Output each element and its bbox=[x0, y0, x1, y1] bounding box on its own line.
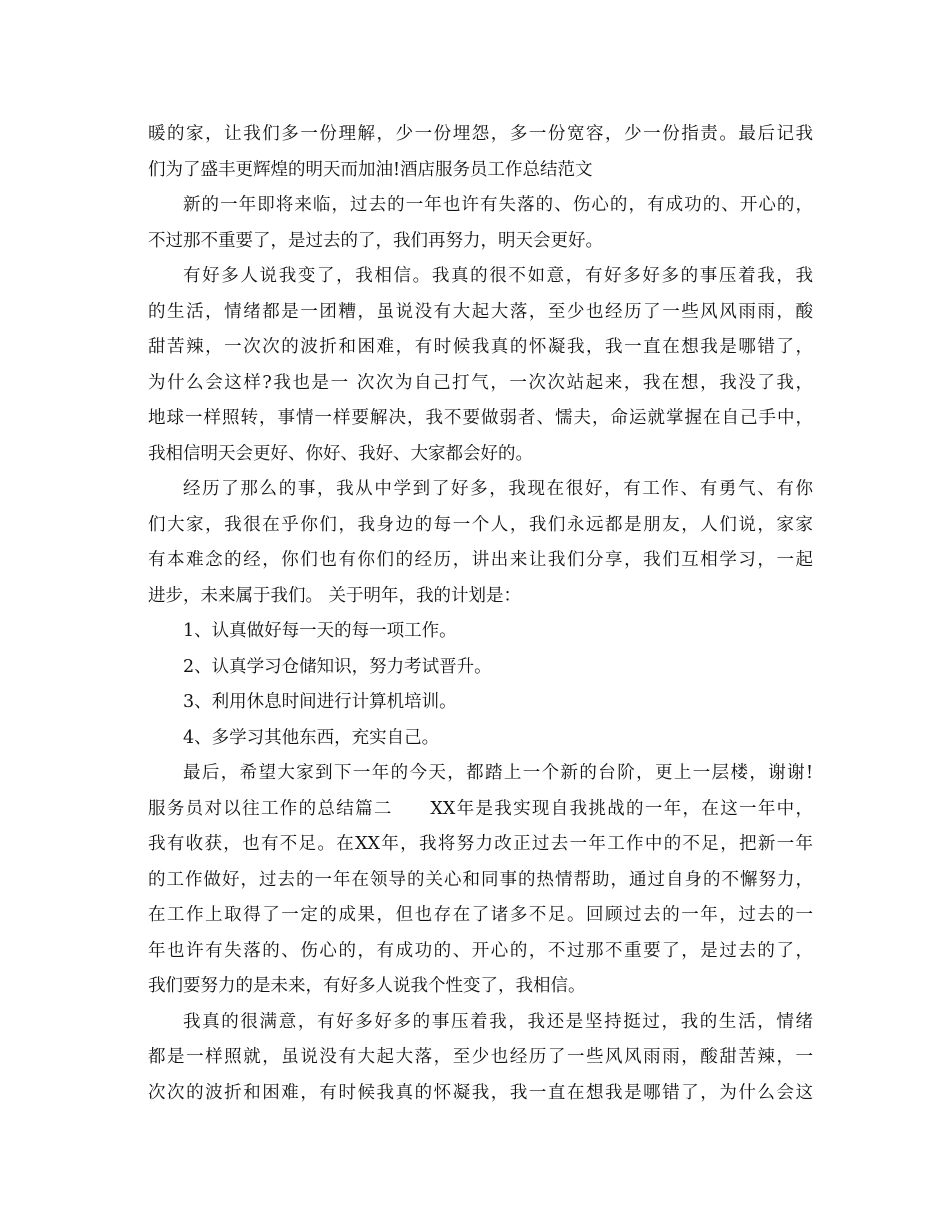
text-line: 新的一年即将来临，过去的一年也许有失落的、伤心的，有成功的、开心的， bbox=[183, 195, 813, 215]
text-line: 甜苦辣，一次次的波折和困难，有时候我真的怀凝我，我一直在想我是哪错了， bbox=[148, 337, 813, 357]
text-line: 我相信明天会更好、你好、我好、大家都会好的。 bbox=[148, 443, 533, 464]
text-line: 的生活，情绪都是一团糟，虽说没有大起大落，至少也经历了一些风风雨雨，酸 bbox=[148, 301, 813, 322]
text-line: 次次的波折和困难，有时候我真的怀凝我，我一直在想我是哪错了，为什么会这 bbox=[148, 1082, 813, 1103]
text-line: 经历了那么的事，我从中学到了好多，我现在很好，有工作、有勇气、有你 bbox=[183, 479, 813, 499]
text-line: 年也许有失落的、伤心的，有成功的、开心的，不过那不重要了，是过去的了， bbox=[148, 940, 813, 961]
list-item: 2、认真学习仓储知识，努力考试晋升。 bbox=[183, 656, 492, 677]
document-body bbox=[148, 117, 813, 1111]
text-line: 有好多人说我变了，我相信。我真的很不如意，有好多好多的事压着我，我 bbox=[183, 266, 813, 286]
text-line: 进步，未来属于我们。 关于明年，我的计划是： bbox=[148, 585, 522, 606]
text-line: 的工作做好，过去的一年在领导的关心和同事的热情帮助，通过自身的不懈努力， bbox=[148, 869, 813, 890]
text-line: 为什么会这样?我也是一 次次为自己打气，一次次站起来，我在想，我没了我， bbox=[148, 372, 813, 393]
list-item: 3、利用休息时间进行计算机培训。 bbox=[183, 692, 457, 712]
text-line: 我有收获，也有不足。在XX年，我将努力改正过去一年工作中的不足，把新一年 bbox=[148, 834, 813, 854]
list-item: 1、认真做好每一天的每一项工作。 bbox=[183, 621, 457, 641]
text-line: 我真的很满意，有好多好多的事压着我，我还是坚持挺过，我的生活，情绪 bbox=[183, 1011, 813, 1032]
text-line: 们大家，我很在乎你们，我身边的每一个人，我们永远都是朋友，人们说，家家 bbox=[148, 514, 813, 535]
text-line: 服务员对以往工作的总结篇二 XX年是我实现自我挑战的一年，在这一年中， bbox=[148, 798, 813, 819]
text-line: 最后，希望大家到下一年的今天，都踏上一个新的台阶，更上一层楼，谢谢! bbox=[183, 763, 813, 783]
list-item: 4、多学习其他东西，充实自己。 bbox=[183, 727, 440, 748]
text-line: 都是一样照就，虽说没有大起大落，至少也经历了一些风风雨雨，酸甜苦辣，一 bbox=[148, 1047, 813, 1067]
text-line: 们为了盛丰更辉煌的明天而加油!酒店服务员工作总结范文 bbox=[148, 159, 593, 180]
text-line: 我们要努力的是未来，有好多人说我个性变了，我相信。 bbox=[148, 976, 586, 996]
text-line: 地球一样照转，事情一样要解决，我不要做弱者、懦夫，命运就掌握在自己手中， bbox=[148, 408, 813, 428]
text-line: 暖的家，让我们多一份理解，少一份埋怨，多一份宽容，少一份指责。最后记我 bbox=[148, 124, 813, 144]
text-line: 不过那不重要了，是过去的了，我们再努力，明天会更好。 bbox=[148, 230, 603, 251]
text-line: 有本难念的经，你们也有你们的经历，讲出来让我们分享，我们互相学习，一起 bbox=[148, 550, 813, 570]
text-line: 在工作上取得了一定的成果，但也存在了诸多不足。回顾过去的一年，过去的一 bbox=[148, 905, 813, 925]
